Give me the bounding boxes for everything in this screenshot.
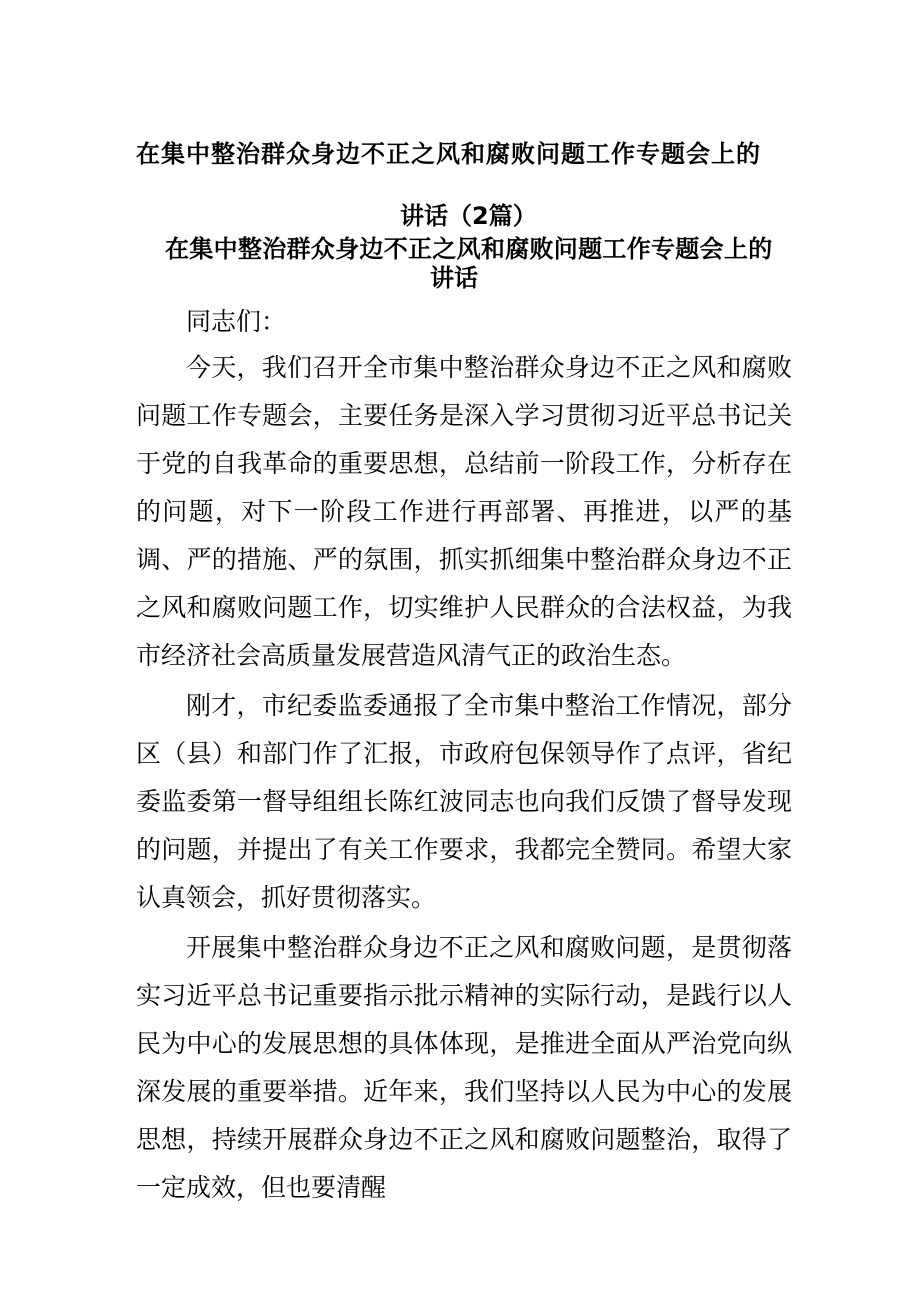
document-title-continuation: 讲话（2篇）: [400, 202, 537, 230]
speech-title-continuation: 讲话: [430, 264, 478, 292]
paragraph: 今天，我们召开全市集中整治群众身边不正之风和腐败问题工作专题会，主要任务是深入学习贯彻习近平总书记关于党的自我革命的重要思想，总结前一阶段工作，分析存在的问题，对下一阶段工作进行再部署、再推进，以严的基调、严的措施、严的氛围，抓实抓细集中整治群众身边不正之风和腐败问题工作，切实维护人民群众的合法权益，为我市经济社会高质量发展营造风清气正的政治生态。: [136, 353, 792, 670]
paragraph: 刚才，市纪委监委通报了全市集中整治工作情况，部分区（县）和部门作了汇报，市政府包保领导作了点评，省纪委监委第一督导组组长陈红波同志也向我们反馈了督导发现的问题，并提出了有关工作要求，我都完全赞同。希望大家认真领会，抓好贯彻落实。: [136, 691, 792, 912]
speech-title: 在集中整治群众身边不正之风和腐败问题工作专题会上的: [165, 235, 773, 263]
paragraph: 开展集中整治群众身边不正之风和腐败问题，是贯彻落实习近平总书记重要指示批示精神的实际行动，是践行以人民为中心的发展思想的具体体现，是推进全面从严治党向纵深发展的重要举措。近年来，我们坚持以人民为中心的发展思想，持续开展群众身边不正之风和腐败问题整治，取得了一定成效，但也要清醒: [136, 933, 792, 1202]
salutation: 同志们：: [186, 307, 287, 336]
document-title: 在集中整治群众身边不正之风和腐败问题工作专题会上的: [136, 140, 761, 168]
